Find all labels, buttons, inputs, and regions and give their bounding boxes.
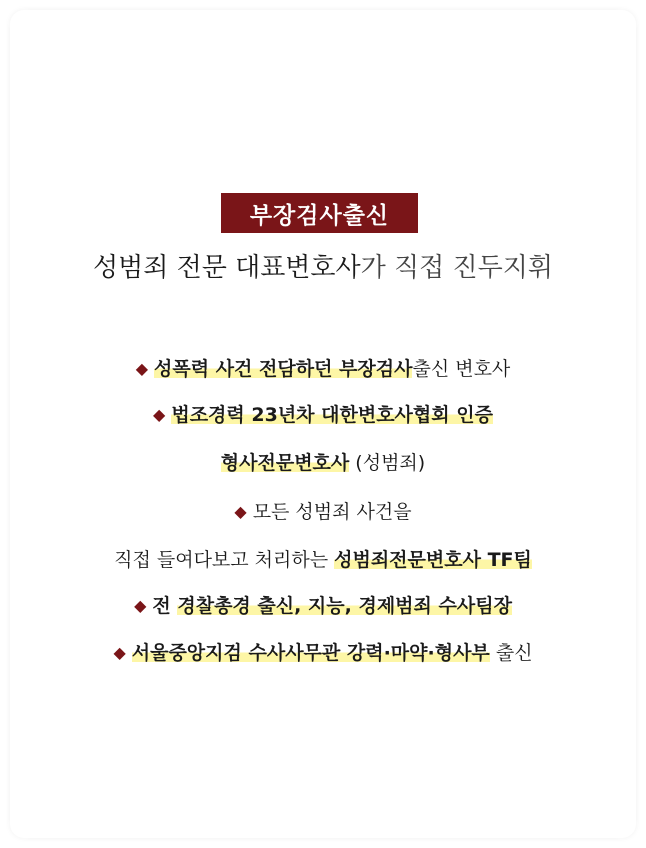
diamond-icon: ◆ <box>113 643 126 662</box>
bullet-line-7 <box>0 638 646 668</box>
headline-main: 성범죄 전문 대표변호사 <box>92 253 361 283</box>
highlight-text: 형사전문변호사 <box>220 452 350 474</box>
headline <box>0 247 646 284</box>
highlight-text: 성폭력 사건 전담하던 부장검사 <box>154 358 413 380</box>
plain-text: 모든 성범죄 사건을 <box>252 501 412 523</box>
bullet-line-4 <box>0 497 646 527</box>
title-badge: 부장검사출신 <box>221 193 418 233</box>
bullet-line-2 <box>0 400 646 430</box>
plain-text: (성범죄) <box>349 452 426 474</box>
diamond-icon: ◆ <box>153 405 166 424</box>
plain-text: 출신 <box>489 642 533 664</box>
plain-text: 전 <box>152 595 178 617</box>
highlight-text: 성범죄전문변호사 TF팀 <box>334 549 532 571</box>
highlight-text: 서울중앙지검 수사사무관 강력·마약·형사부 <box>131 642 490 664</box>
diamond-icon: ◆ <box>135 359 149 378</box>
diamond-icon: ◆ <box>134 596 147 615</box>
highlight-text: 법조경력 23년차 대한변호사협회 인증 <box>171 404 493 426</box>
bullet-line-1 <box>0 354 646 384</box>
plain-text: 출신 변호사 <box>412 358 511 380</box>
plain-text: 직접 들여다보고 처리하는 <box>114 549 335 571</box>
highlight-text: 경찰총경 출신, 지능, 경제범죄 수사팀장 <box>177 595 512 617</box>
diamond-icon: ◆ <box>234 502 247 521</box>
bullet-line-6 <box>0 591 646 621</box>
line-3 <box>0 448 646 478</box>
headline-sub: 가 직접 진두지휘 <box>360 253 554 283</box>
line-5 <box>0 545 646 575</box>
